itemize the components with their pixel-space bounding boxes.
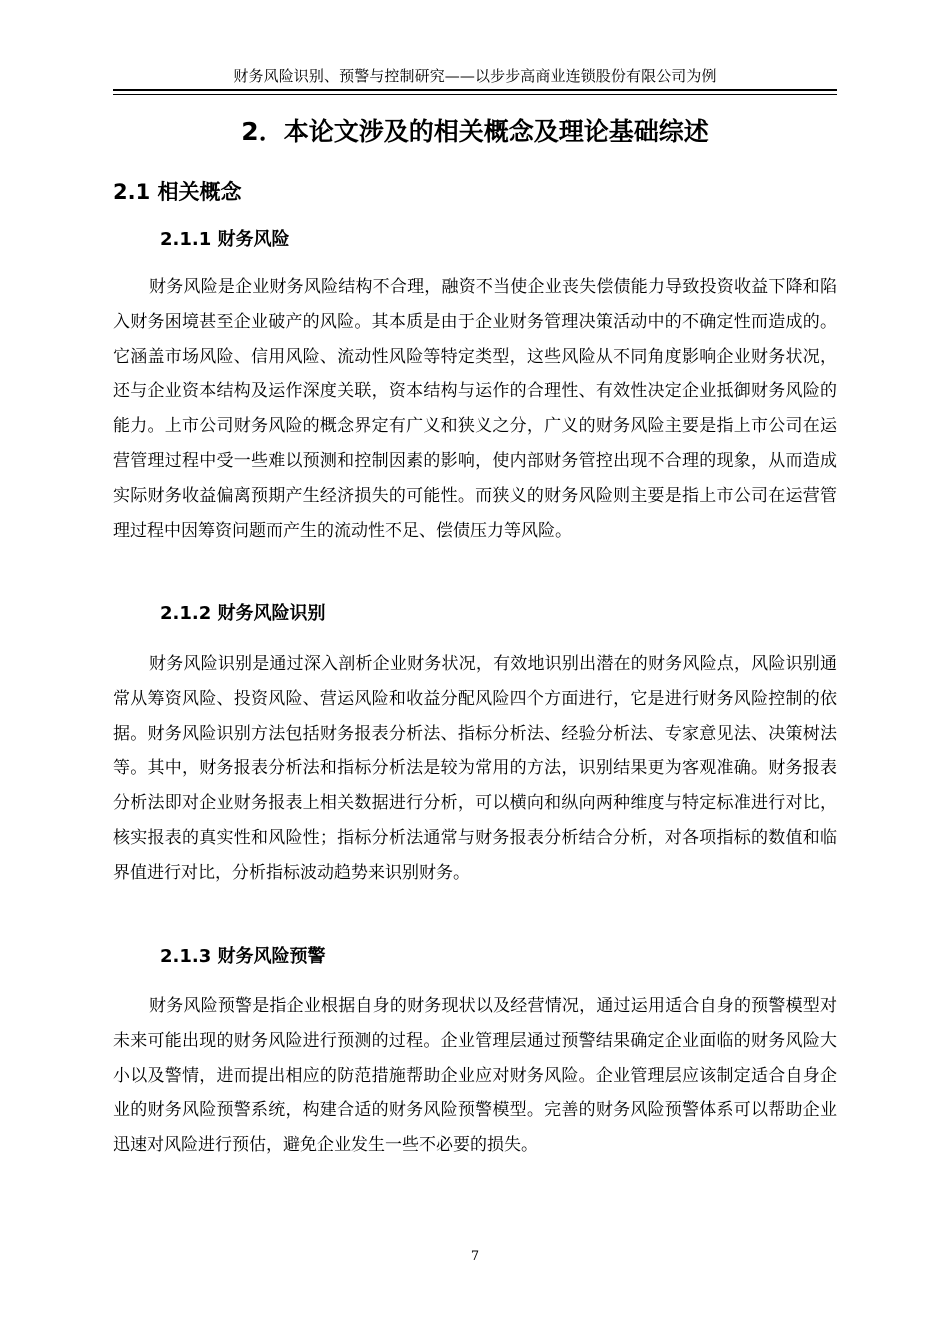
chapter-title: 2．本论文涉及的相关概念及理论基础综述: [241, 117, 709, 146]
paragraph-risk-identification: 财务风险识别是通过深入剖析企业财务状况，有效地识别出潜在的财务风险点，风险识别通常从筹资风险、投资风险、营运风险和收益分配风险四个方面进行，它是进行财务风险控制的依据。财务风险识别方法包括财务报表分析法、指标分析法、经验分析法、专家意见法、决策树法等。其中，财务报表分析法和指标分析法是较为常用的方法，识别结果更为客观准确。财务报表分析法即对企业财务报表上相关数据进行分析，可以横向和纵向两种维度与特定标准进行对比，核实报表的真实性和风险性；指标分析法通常与财务报表分析结合分析，对各项指标的数值和临界值进行对比，分析指标波动趋势来识别财务。: [113, 654, 837, 883]
subsection-title-financial-risk: 2.1.1 财务风险: [160, 229, 290, 250]
page-number: 7: [470, 1249, 480, 1264]
header-rule-thick: [113, 89, 837, 91]
paragraph-risk-warning: 财务风险预警是指企业根据自身的财务现状以及经营情况，通过运用适合自身的预警模型对未来可能出现的财务风险进行预测的过程。企业管理层通过预警结果确定企业面临的财务风险大小以及警情，进而提出相应的防范措施帮助企业应对财务风险。企业管理层应该制定适合自身企业的财务风险预警系统，构建合适的财务风险预警模型。完善的财务风险预警体系可以帮助企业迅速对风险进行预估，避免企业发生一些不必要的损失。: [113, 996, 837, 1156]
subsection-title-risk-warning: 2.1.3 财务风险预警: [160, 946, 326, 967]
header-rule-thin: [113, 94, 837, 95]
section-title: 2.1 相关概念: [113, 180, 242, 204]
running-header: 财务风险识别、预警与控制研究——以步步高商业连锁股份有限公司为例: [233, 67, 717, 85]
subsection-title-risk-identification: 2.1.2 财务风险识别: [160, 603, 326, 624]
paragraph-financial-risk: 财务风险是企业财务风险结构不合理，融资不当使企业丧失偿债能力导致投资收益下降和陷入财务困境甚至企业破产的风险。其本质是由于企业财务管理决策活动中的不确定性而造成的。它涵盖市场风险、信用风险、流动性风险等特定类型，这些风险从不同角度影响企业财务状况，还与企业资本结构及运作深度关联，资本结构与运作的合理性、有效性决定企业抵御财务风险的能力。上市公司财务风险的概念界定有广义和狭义之分，广义的财务风险主要是指上市公司在运营管理过程中受一些难以预测和控制因素的影响，使内部财务管控出现不合理的现象，从而造成实际财务收益偏离预期产生经济损失的可能性。而狭义的财务风险则主要是指上市公司在运营管理过程中因筹资问题而产生的流动性不足、偿债压力等风险。: [113, 277, 837, 541]
